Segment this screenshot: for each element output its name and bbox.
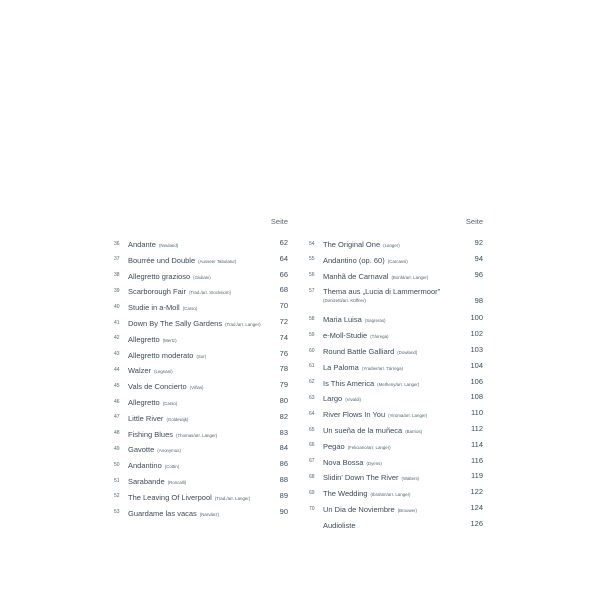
toc-entry <box>114 428 288 444</box>
track-number: 56 <box>309 272 315 279</box>
entry-body <box>323 313 483 326</box>
entry-body <box>323 254 483 267</box>
entry-body <box>323 487 483 500</box>
track-number: 38 <box>114 272 120 279</box>
entry-title: La Paloma <box>323 362 359 372</box>
toc-entry <box>309 424 483 440</box>
track-number: 57 <box>309 287 315 294</box>
entry-composer: (Yiruma/arr. Langer) <box>388 413 428 419</box>
entry-title: Guardame las vacas <box>128 508 197 518</box>
entry-title: Allegretto grazioso <box>128 271 191 281</box>
entry-composer: (Viñas) <box>189 385 204 391</box>
entry-title: Is This America <box>323 378 375 388</box>
entry-title: The Leaving Of Liverpool <box>128 492 212 502</box>
toc-entry <box>309 313 483 329</box>
track-number: 69 <box>309 489 315 496</box>
page-number: 83 <box>279 427 288 437</box>
page-number: 88 <box>279 474 288 484</box>
entry-body <box>128 238 288 251</box>
entry-body <box>323 456 483 469</box>
page-number: 86 <box>279 459 288 469</box>
entry-composer: (Narváez) <box>199 511 220 517</box>
entry-body <box>128 412 288 425</box>
entry-title: Pegao <box>323 441 345 451</box>
page-number: 72 <box>279 316 288 326</box>
entry-title: Scarborough Fair <box>128 287 186 297</box>
toc-entry <box>309 270 483 286</box>
entry-composer: (Neuland) <box>158 243 179 248</box>
entry-composer: (Legnani) <box>154 369 173 375</box>
entry-body <box>128 285 288 298</box>
track-number: 55 <box>309 256 315 263</box>
toc-entry <box>309 440 483 456</box>
entry-body <box>323 471 483 484</box>
page-number: 79 <box>279 380 288 390</box>
toc-entry <box>309 471 483 487</box>
entry-body <box>323 424 483 437</box>
entry-composer: (Dyens) <box>366 460 382 466</box>
entry-body <box>128 428 288 441</box>
entry-title: Vals de Concierto <box>128 382 187 392</box>
page-number: 96 <box>474 269 483 279</box>
entry-composer: (Goldewijk) <box>166 416 189 422</box>
page-number: 70 <box>279 301 288 311</box>
entry-body <box>128 349 288 362</box>
page-number: 94 <box>474 253 483 263</box>
toc-entry <box>114 475 288 491</box>
entry-title: Allegretto <box>128 334 160 344</box>
entry-title: Down By The Sally Gardens <box>128 318 223 328</box>
page-number: 82 <box>279 411 288 421</box>
toc-entry <box>114 380 288 396</box>
page-number: 116 <box>471 455 483 465</box>
entry-composer: (Anonymus) <box>157 448 181 454</box>
entry-body <box>128 443 288 456</box>
page-number: 76 <box>279 348 288 358</box>
entry-title: Gavotte <box>128 445 155 455</box>
track-number: 40 <box>114 303 120 310</box>
entry-title: Andantino (op. 60) <box>323 255 385 265</box>
entry-composer: (Yradier/arr. Tárrega) <box>361 365 404 371</box>
entry-title: Bourrée und Double <box>128 255 196 265</box>
entry-composer: (Brouwer) <box>397 507 417 513</box>
entry-title: Sarabande <box>128 476 165 486</box>
toc-entry <box>309 329 483 345</box>
entry-composer: (Carso) <box>182 306 198 312</box>
entry-composer: (Trad./arr. Langer) <box>214 495 251 501</box>
toc-entry <box>114 396 288 412</box>
entry-body <box>128 333 288 346</box>
page-number: 80 <box>279 395 288 405</box>
entry-title: Un Dia de Noviembre <box>323 504 395 514</box>
track-number: 68 <box>309 473 315 480</box>
entry-body <box>128 380 288 393</box>
track-number: 52 <box>114 493 120 500</box>
entry-body <box>323 345 483 358</box>
entry-title: Andante <box>128 240 156 249</box>
entry-composer: (Trad./arr. Langer) <box>225 321 261 327</box>
track-number: 54 <box>309 240 315 247</box>
entry-composer: (Mertz) <box>162 337 177 343</box>
entry-body <box>128 317 288 330</box>
entry-title: The Original One <box>323 240 381 249</box>
entry-title: Largo <box>323 394 343 404</box>
toc-entry <box>309 456 483 472</box>
track-number: 36 <box>114 240 120 247</box>
track-number: 67 <box>309 458 315 465</box>
entry-title: Little River <box>128 413 164 423</box>
page-number: 64 <box>279 253 288 263</box>
track-number: 64 <box>309 410 315 417</box>
toc-entry <box>114 459 288 475</box>
toc-entry <box>309 519 483 535</box>
entry-title: Walzer <box>128 366 152 376</box>
track-number: 39 <box>114 287 120 294</box>
page-number: 68 <box>279 285 288 295</box>
entry-body <box>128 364 288 377</box>
entry-composer: (Giuliani) <box>193 274 211 280</box>
toc-entry <box>309 254 483 270</box>
toc-entry <box>309 361 483 377</box>
track-number: 59 <box>309 331 315 338</box>
page-number: 112 <box>471 423 483 433</box>
entry-body <box>128 475 288 488</box>
page-number: 114 <box>471 439 483 449</box>
entry-composer: (Roncalli) <box>167 479 187 485</box>
entry-composer: (Trad./arr. Stocksiom) <box>188 290 231 296</box>
toc-entry <box>114 317 288 333</box>
page-number: 62 <box>279 238 288 247</box>
track-number: 48 <box>114 430 120 437</box>
toc-entry <box>114 443 288 459</box>
page-number: 84 <box>279 443 288 453</box>
track-number: 51 <box>114 477 120 484</box>
toc-entry <box>114 412 288 428</box>
toc-entry <box>309 503 483 519</box>
toc-entry <box>114 507 288 523</box>
track-number: 47 <box>114 414 120 421</box>
page-number: 108 <box>470 392 483 402</box>
toc-entry <box>114 333 288 349</box>
entry-composer: (Barrios) <box>405 428 423 434</box>
track-number: 53 <box>114 509 120 516</box>
page-number: 98 <box>474 296 483 306</box>
track-number: 44 <box>114 366 120 373</box>
entry-composer: (Ausseer Tabulatur) <box>198 258 237 264</box>
entry-composer: (Dowland) <box>397 349 418 355</box>
page-number: 66 <box>279 269 288 279</box>
toc-entry <box>114 491 288 507</box>
entry-title: The Wedding <box>323 489 368 499</box>
entry-body <box>323 285 483 304</box>
entry-body <box>323 270 483 283</box>
entry-composer: (Sor) <box>196 353 207 359</box>
entry-title: Thema aus „Lucia di Lammermoor" <box>323 287 441 297</box>
entry-title: Nova Bossa <box>323 457 364 467</box>
toc-left-column <box>114 214 288 522</box>
page-number: 126 <box>470 518 483 528</box>
toc-entry <box>114 254 288 270</box>
track-number: 66 <box>309 442 315 449</box>
entry-body <box>323 440 483 453</box>
toc-list-left <box>114 238 288 522</box>
track-number: 63 <box>309 394 315 401</box>
entry-composer: (Carcassi) <box>387 258 408 264</box>
track-number: 41 <box>114 319 120 326</box>
entry-composer: (Walters) <box>401 476 420 482</box>
entry-body <box>323 392 483 405</box>
entry-composer: (Carso) <box>162 400 178 406</box>
toc-entry <box>309 238 483 254</box>
toc-entry <box>309 285 483 313</box>
page-number: 74 <box>279 332 288 342</box>
track-number: 62 <box>309 379 315 386</box>
entry-title: Round Battle Galliard <box>323 346 395 356</box>
toc-entry <box>309 377 483 393</box>
entry-title: Slidin' Down The River <box>323 473 399 483</box>
track-number: 58 <box>309 315 315 322</box>
track-number: 37 <box>114 256 120 263</box>
entry-body <box>128 270 288 283</box>
track-number: 70 <box>309 505 315 512</box>
toc-list-right <box>309 238 483 535</box>
page-number: 100 <box>470 313 483 323</box>
entry-body <box>128 491 288 504</box>
entry-composer: (Feliciano/arr. Langer) <box>347 444 391 450</box>
page-number: 92 <box>474 238 483 247</box>
entry-title: Allegretto moderato <box>128 350 194 360</box>
page-number: 104 <box>470 360 483 370</box>
entry-composer: (Sagreras) <box>364 318 386 324</box>
toc-right-column <box>309 214 483 535</box>
entry-title: River Flows In You <box>323 410 386 420</box>
entry-title: Audioliste <box>323 520 356 530</box>
entry-composer: (Langer) <box>383 243 400 248</box>
page-number: 102 <box>470 329 483 339</box>
page-number: 124 <box>470 502 483 512</box>
entry-composer: (Donizetti/arr. Küffner) <box>323 298 366 304</box>
track-number: 42 <box>114 335 120 342</box>
entry-body <box>323 329 483 342</box>
entry-title: Andantino <box>128 461 162 471</box>
track-number: 61 <box>309 363 315 370</box>
page-number: 119 <box>471 471 483 481</box>
entry-body <box>323 408 483 421</box>
entry-body <box>323 503 483 516</box>
entry-title: Un sueña de la muñeca <box>323 425 403 435</box>
seite-header: Seite <box>465 217 483 226</box>
page-number: 110 <box>471 408 483 418</box>
entry-title: Manhã de Carnaval <box>323 271 389 281</box>
track-number: 45 <box>114 382 120 389</box>
entry-body <box>323 361 483 374</box>
page-number: 90 <box>279 506 288 516</box>
entry-composer: (Ibrahim/arr. Langer) <box>370 492 411 498</box>
toc-entry <box>114 285 288 301</box>
entry-body <box>323 238 483 251</box>
toc-entry <box>114 364 288 380</box>
entry-title: Allegretto <box>128 397 160 407</box>
seite-header: Seite <box>270 217 288 226</box>
entry-composer: (Tárrega) <box>370 334 389 340</box>
entry-body <box>128 459 288 472</box>
entry-body <box>128 254 288 267</box>
toc-entry <box>309 487 483 503</box>
entry-body <box>128 301 288 314</box>
entry-composer: (Cottin) <box>164 464 180 470</box>
track-number: 50 <box>114 461 120 468</box>
entry-body <box>323 377 483 390</box>
page-number: 89 <box>279 490 288 500</box>
toc-entry <box>114 349 288 365</box>
entry-body <box>128 396 288 409</box>
track-number: 60 <box>309 347 315 354</box>
entry-title: Fishing Blues <box>128 429 174 439</box>
track-number: 43 <box>114 351 120 358</box>
entry-composer: (Metheny/arr. Langer) <box>377 381 420 387</box>
entry-body <box>128 507 288 520</box>
page-number: 78 <box>279 364 288 374</box>
toc-entry <box>114 238 288 254</box>
entry-composer: (Vivaldi) <box>345 397 361 403</box>
page-number: 122 <box>470 487 483 497</box>
toc-entry <box>114 270 288 286</box>
entry-composer: (Bonfá/arr. Langer) <box>391 274 429 280</box>
toc-entry <box>309 345 483 361</box>
track-number: 46 <box>114 398 120 405</box>
entry-title: Studie in a-Moll <box>128 303 180 313</box>
toc-entry <box>114 301 288 317</box>
track-number: 65 <box>309 426 315 433</box>
page-number: 106 <box>470 376 483 386</box>
page-number: 103 <box>470 344 483 354</box>
toc-entry <box>309 408 483 424</box>
entry-composer: (Thomas/arr. Langer) <box>176 432 218 438</box>
entry-title: Maria Luisa <box>323 315 362 325</box>
track-number <box>309 519 323 522</box>
track-number: 49 <box>114 445 120 452</box>
entry-body <box>323 519 483 531</box>
entry-title: e-Moll-Studie <box>323 331 368 341</box>
toc-entry <box>309 392 483 408</box>
